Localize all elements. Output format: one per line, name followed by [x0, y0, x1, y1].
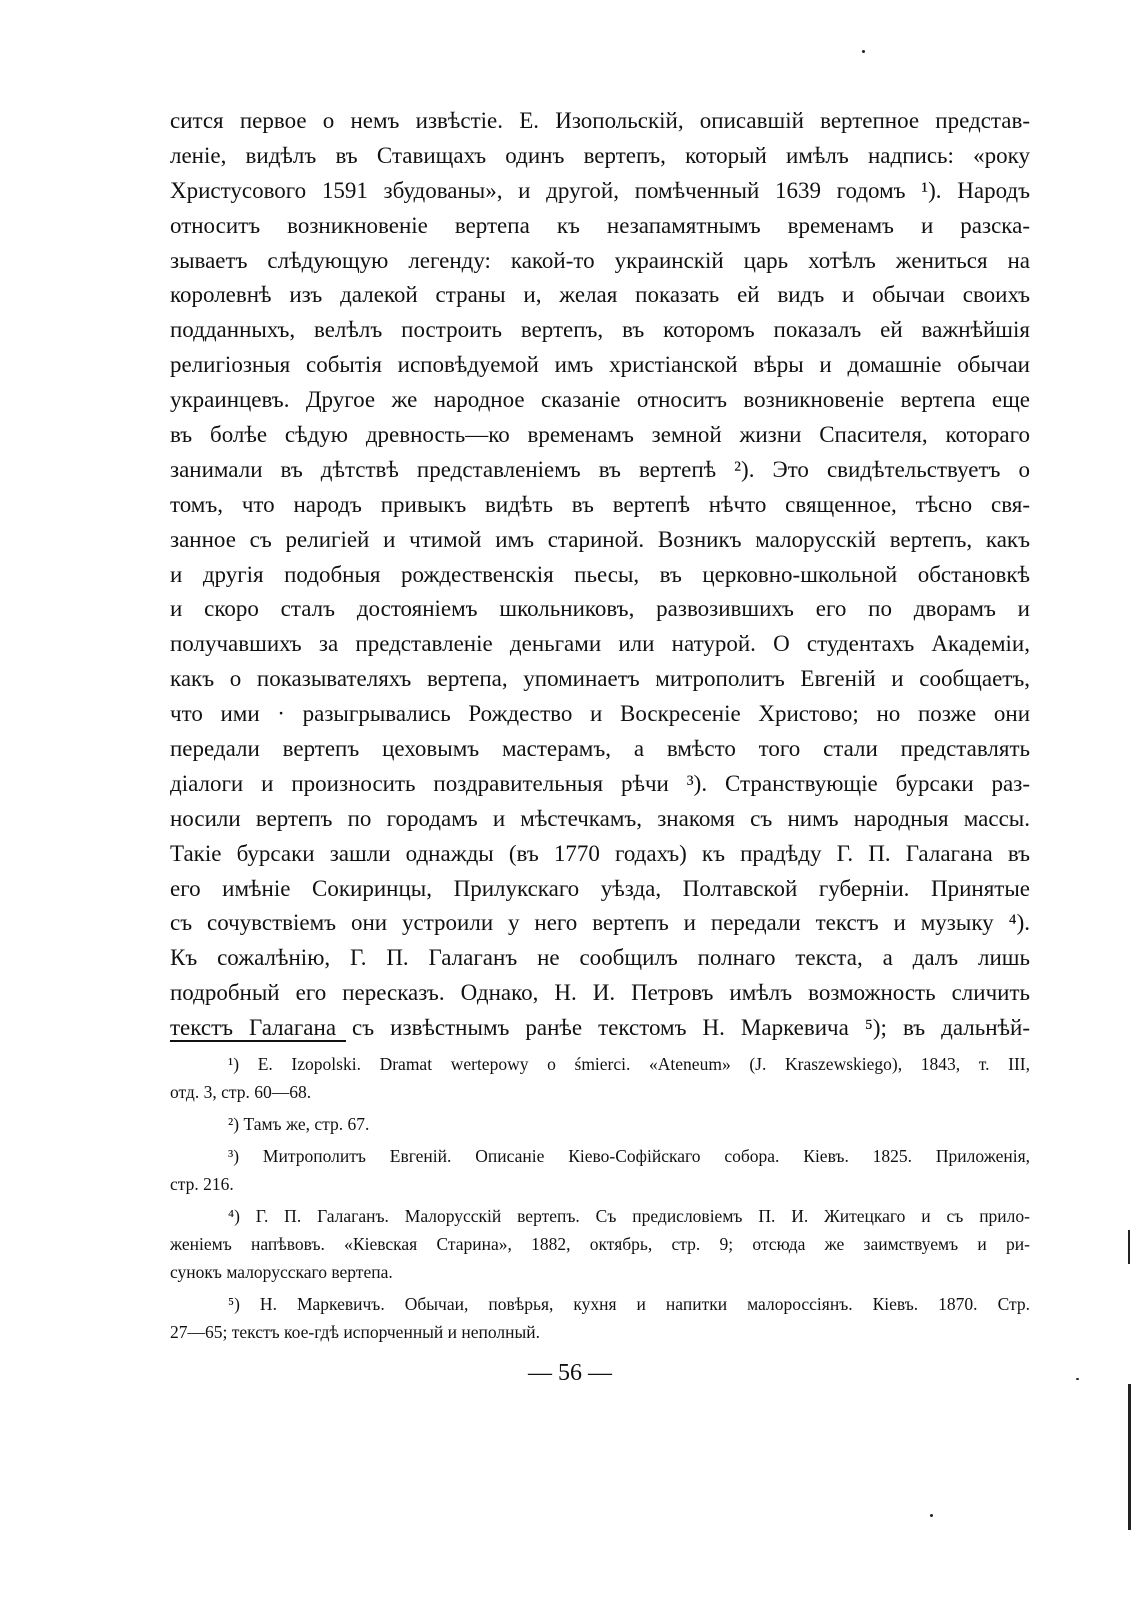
body-text-line: текстъ Галагана съ извѣстнымъ ранѣе текстомъ Н. Маркевича ⁵); въ дальнѣй-	[170, 1015, 1030, 1041]
body-text-line: украинцевъ. Другое же народное сказаніе относитъ возникновеніе вертепа еще	[170, 387, 1030, 413]
body-text-line: діалоги и произносить поздравительныя рѣчи ³). Странствующіе бурсаки раз-	[170, 770, 1030, 796]
footnote-5-line-1: ⁵) Н. Маркевичъ. Обычаи, повѣрья, кухня и напитки малороссіянъ. Кіевъ. 1870. Стр.	[228, 1294, 1030, 1314]
footnote-separator	[170, 1040, 346, 1042]
body-text-line: передали вертепъ цеховымъ мастерамъ, а вмѣсто того стали представлять	[170, 736, 1030, 762]
body-text-line: подданныхъ, велѣлъ построить вертепъ, въ которомъ показалъ ей важнѣйшія	[170, 317, 1030, 343]
body-text-line: сится первое о немъ извѣстіе. Е. Изопольскій, описавшій вертепное представ-	[170, 108, 1030, 133]
footnote-1-line-1: ¹) E. Izopolski. Dramat wertepowy o śmierci. «Ateneum» (J. Kraszewskiego), 1843, т. III,	[228, 1054, 1030, 1074]
body-text-line: какъ о показывателяхъ вертепа, упоминаетъ митрополитъ Евгеній и сообщаетъ,	[170, 666, 1030, 692]
body-text-line: леніе, видѣлъ въ Ставищахъ одинъ вертепъ, который имѣлъ надпись: «року	[170, 142, 1030, 168]
body-text-line: религіозныя событія исповѣдуемой имъ христіанской вѣры и домашніе обычаи	[170, 352, 1030, 378]
body-text-line: и другія подобныя рождественскія пьесы, въ церковно-школьной обстановкѣ	[170, 561, 1030, 587]
footnote-5-line-2: 27—65; текстъ кое-гдѣ испорченный и неполный.	[170, 1322, 541, 1342]
body-text-line: Христусового 1591 збудованы», и другой, помѣченный 1639 годомъ ¹). Народъ	[170, 177, 1030, 203]
footnote-1-line-2: отд. 3, стр. 60—68.	[170, 1082, 312, 1102]
scan-speck	[930, 1514, 933, 1517]
body-text-line: занимали въ дѣтствѣ представленіемъ въ вертепѣ ²). Это свидѣтельствуетъ о	[170, 456, 1030, 482]
main-body-text	[170, 104, 1030, 1046]
body-text-line: съ сочувствіемъ они устроили у него вертепъ и передали текстъ и музыку ⁴).	[170, 910, 1030, 936]
body-text-line: Къ сожалѣнію, Г. П. Галаганъ не сообщилъ полнаго текста, а далъ лишь	[170, 945, 1030, 971]
page-number: — 56 —	[528, 1360, 612, 1386]
body-text-line: томъ, что народъ привыкъ видѣть въ вертепѣ нѣчто священное, тѣсно свя-	[170, 491, 1030, 517]
footnote-3-line-2: стр. 216.	[170, 1174, 234, 1194]
body-text-line: занное съ религіей и чтимой имъ стариной. Возникъ малорусскій вертепъ, какъ	[170, 526, 1030, 552]
body-text-line: получавшихъ за представленіе деньгами или натурой. О студентахъ Академіи,	[170, 631, 1030, 657]
body-text-line: относитъ возникновеніе вертепа къ незапамятнымъ временамъ и разска-	[170, 212, 1030, 238]
body-text-line: королевнѣ изъ далекой страны и, желая показать ей видъ и обычаи своихъ	[170, 282, 1030, 308]
scan-speck	[862, 50, 865, 53]
scan-speck	[1076, 1378, 1079, 1380]
footnote-2-line-1: ²) Тамъ же, стр. 67.	[228, 1114, 370, 1134]
footnote-4-line-2: женіемъ напѣвовъ. «Кіевская Старина», 1882, октябрь, стр. 9; отсюда же заимствуемъ и ри-	[170, 1234, 1030, 1254]
body-text-line: подробный его пересказъ. Однако, Н. И. Петровъ имѣлъ возможность сличить	[170, 980, 1030, 1006]
body-text-line: что ими · разыгрывались Рождество и Воскресеніе Христово; но позже они	[170, 701, 1030, 727]
body-text-line: его имѣніе Сокиринцы, Прилукскаго уѣзда, Полтавской губерніи. Принятые	[170, 875, 1030, 901]
body-text-line: носили вертепъ по городамъ и мѣстечкамъ, знакомя съ нимъ народныя массы.	[170, 805, 1030, 831]
footnote-4-line-3: сунокъ малорусскаго вертепа.	[170, 1262, 393, 1282]
footnote-4-line-1: ⁴) Г. П. Галаганъ. Малорусскій вертепъ. Съ предисловіемъ П. И. Житецкаго и съ прило-	[228, 1206, 1030, 1226]
scan-edge-mark	[1128, 1384, 1131, 1530]
body-text-line: зываетъ слѣдующую легенду: какой-то украинскій царь хотѣлъ жениться на	[170, 247, 1030, 273]
body-text-line: въ болѣе сѣдую древность—ко временамъ земной жизни Спасителя, котораго	[170, 422, 1030, 448]
scan-edge-mark	[1128, 1230, 1130, 1264]
body-text-line: и скоро сталъ достояніемъ школьниковъ, развозившихъ его по дворамъ и	[170, 596, 1030, 622]
body-text-line: Такіе бурсаки зашли однажды (въ 1770 годахъ) къ прадѣду Г. П. Галагана въ	[170, 840, 1030, 866]
footnotes-section	[170, 1050, 1030, 1346]
footnote-3-line-1: ³) Митрополитъ Евгеній. Описаніе Кіево-Софійскаго собора. Кіевъ. 1825. Приложенія,	[228, 1146, 1030, 1166]
